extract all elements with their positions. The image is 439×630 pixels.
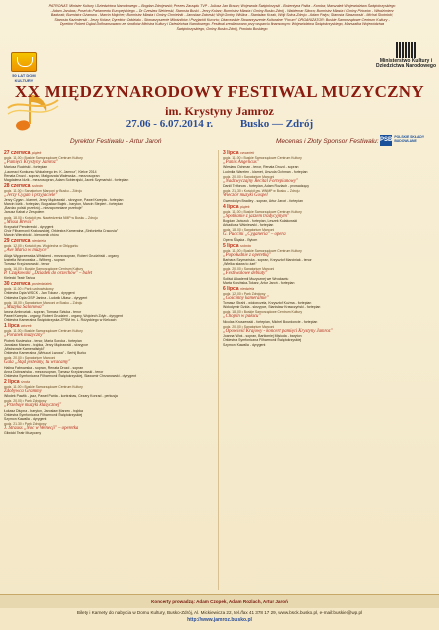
ministry-text: Ministerstwo Kultury i Dziedzictwa Narodowego [376,58,437,69]
event-title: „Muzyka Salonowa" [4,304,44,310]
event-title: „Opowieść Krajowy - koncert pamięci Krystyny Jamroz" [223,328,333,334]
program-entry [223,310,435,324]
event-time-venue: godz. 11.00 • Buskie Samorządowe Centrum Kultury [4,329,83,334]
event-title: „Ave Maria w muzyce" [4,248,49,254]
event-title: Wieczór muzyki Gospel [223,193,268,199]
performer-line: Chór Filharmonii Krakowskiej, Orkiestra Kameralna „Sinfonietta Cracovia" [4,229,119,234]
event-title: „Nadzwyczajny Recital Fortepianowy" [223,178,299,184]
performer-line: Szymon Kawalla - dyrygent [4,416,47,421]
performer-line: Orkiestra Kameralna Świętokrzyska ZPSM im. L. Różyckiego w Kielcach [4,318,117,323]
performer-line: Janusz Kabat z Zespołem [4,210,45,215]
program-entry [4,399,216,421]
event-time-venue: godz. 11.00 • Sanatorium Marconi w Busku – Zdroju [4,188,83,193]
program-entry [4,281,216,299]
performer-line: Orkiestra Symfoniczna Filharmonii Świętokrzyskiej, Sławomir Chrzanowski - dyrygent [4,373,137,378]
event-title: „Chopin w pałacu" [223,314,261,320]
event-title: „Spotkanie z jazzem tradycyjnym" [223,213,289,219]
event-day: niedziela [31,239,46,244]
event-time-venue: godz. 11.00 • Buskie Samorządowe Centrum Kultury [4,384,83,389]
performer-line: „Wielka sława to żart" [223,262,257,267]
program-entry [4,323,216,355]
event-title: Zdobywca Grammy [4,388,42,394]
event-title: „Poranek muzyczny" [4,333,45,339]
performer-line: Halina Fabrowska - sopran, Renata Drozd - sopran [4,365,84,370]
festival-subtitle: im. Krystyny Jamroz [165,104,274,118]
event-date: 3 lipca czwartek [223,150,255,156]
event-day: poniedziałek [31,282,52,287]
psb-logo [380,134,434,146]
conductors-bar: Koncerty prowadzą: Adam Czopek, Adam Rozlach, Artur Jaroń [0,594,439,608]
footer [0,609,439,630]
program-entry [4,267,216,281]
program-entry [4,183,216,215]
event-date: 2 lipca środa [4,378,30,385]
performer-line: Szymon Kawalla - dyrygent [223,342,266,347]
program-entry [4,301,216,323]
performer-line: Iwona Ambroziak - sopran, Tomasz Sztuka - tenor [4,310,82,315]
event-time-venue: godz. 11.00 • Buskie Samorządowe Centrum Kultury [4,156,83,160]
performer-line: Tomasz Strahl - wiolonczela, Krzysztof Kuźma - fortepian [223,301,312,306]
performer-line: Jerzy Cygan - klarnet, Jerzy Mądrawski - skrzypce, Paweł Karepta - fortepian [4,198,124,203]
performer-line: Orkiestra Dęta WSCK - Jan Tokarz - dyrygent [4,291,75,296]
event-title: „Popołudnie z operetką" [223,252,271,258]
program-entry [223,243,435,267]
event-time-venue: godz. 12.00 • Kościół pw. Wojciecha w Oblęgorku [4,244,79,249]
performer-line: Bogdan Jańczuk - fortepian, Leszek Kułakowski [223,219,298,223]
performer-line: Opera Śląska - Bytom [223,237,258,242]
dates-row [0,118,439,130]
event-time-venue: godz. 18.00 • Buskie Samorządowe Centrum Kultury [223,310,303,315]
performer-line: „Mistrzowie Kameralistyki" [4,346,45,351]
festival-title: XX MIĘDZYNARODOWY FESTIWAL MUZYCZNY [15,82,424,101]
program-entry [223,189,435,203]
performer-line: Marta Kosińska-Tokarz, Artur Jaroń - fortepian [223,280,295,285]
program-entry [223,150,435,174]
event-date: 4 lipca piątek [223,203,250,210]
event-time-venue: godz. 11.00 • Buskie Samorządowe Centrum Kultury [223,209,302,214]
tickets-info: Bilety i Karnety do nabycia w Domu Kultury, Busko-Zdrój, Al. Mickiewicza 22, tel./fax 41 378 17 29, www.bsck.busko.pl, e-mail:buskie@wp.pl [76,610,363,615]
performer-line: Wołodymir Dzida - skrzypce, Stanisław Krawczyński - fortepian [223,305,321,310]
psb-logo-mark: PSB [380,135,392,146]
performer-line: Paweł Karepta - organy, Robert Grudzień - organy, Wojciech Zdyb - dyrygent [4,314,123,319]
performer-line: Anna Dobrzańska - mezzosopran, Tomasz Krzyżanowski - tenor [4,369,104,374]
ministry-stripes-icon [381,42,431,58]
event-date: 6 lipca niedziela [223,285,255,292]
event-time-venue: godz. 20.00 • Sanatorium Marconi [223,324,275,329]
event-time-venue: godz. 16.00 • Buskie Samorządowe Centrum Kultury [4,266,84,271]
event-day: sobota [31,183,43,188]
event-day: czwartek [239,151,255,155]
performer-line: Izabella Wronowska – Wilberg - sopran [4,257,65,262]
website-link[interactable]: http://www.jamroz.busko.pl [187,617,252,623]
performer-line: „Laureaci Konkursu Wokalnego im. K. Jamroz", Kielce 2014 [4,169,97,174]
event-title: Gala „Stąd jesteśmy, tu wracamy" [4,360,71,366]
event-title: „Jerzy Cygan i przyjaciele" [4,192,58,198]
event-time-venue: godz. 18.00 • Sanatorium Marconi w Busku – Zdroju [4,300,83,305]
performer-line: Arkadiusz Wiśniewski - fortepian [223,223,274,228]
performer-line: Alicja Węgorzewska-Whiskerd - mezzosopran, Robert Grudziński - organy [4,253,119,258]
program-entry [223,286,435,310]
program-entry [223,175,435,189]
event-time-venue: godz. 11.00 • Buskie Samorządowe Centrum Kultury [223,156,302,160]
event-time-venue: godz. 21.30 • Park Zdrojowy [4,421,47,426]
event-time-venue: godz. 20.00 • Sanatorium Marconi [223,267,275,272]
psb-logo-text: POLSKIE SKŁADY BUDOWLANE [394,135,425,143]
performer-line: Nicolas Kruszewski - fortepian, Michel Bourdoncle - fortepian [223,319,318,324]
event-time-venue: godz. 11.00 • Park uzdrowiskowy [4,287,54,292]
event-title: „Przeboje muzyki klasycznej" [4,403,62,409]
event-day: wtorek [20,324,32,329]
performer-line: Jarosław Marzec - trąbka, Jerzy Mądrawski - skrzypce [4,342,89,347]
program-entry [4,238,216,266]
event-date: 27 czerwca piątek [4,150,42,156]
performer-line: Tomasz Krzyżanowski - tenor [4,261,50,266]
performer-line: Orkiestra Dęta OSP Janina - Ludwik Uliasz - dyrygent [4,295,88,300]
event-title: „Pamięci Krystyny Jamroz" [4,160,58,165]
performer-line: „Bardzo polski przekrój – niezapomniane przeboje" [4,206,83,211]
performer-line: Orkiestra Kameralna „Wirtuozi Lwowa" - Serhij Burko [4,351,87,355]
performer-line: Marcin Wierzbicki - kierownik chóru [4,233,59,238]
performer-line: Orkiestra Symfoniczna Filharmonii Świętokrzyskiej [4,412,83,417]
performer-line: Łukasz Dłupna - baryton, Jarosław Marzec - trąbka [4,408,83,413]
event-title: P. Czajkowski „Dziadek do orzechów" – balet [4,270,93,276]
logo-left-text: 50 LAT DOM KULTURY [12,73,36,83]
event-day: piątek [31,151,42,155]
festival-director: Dyrektor Festiwalu - Artur Jaroń [70,138,162,145]
performer-line: Piotrek Kusiewicz - tenor, Maria Soroka - fortepian [4,338,82,343]
logo-icon [11,52,37,72]
program-entry [223,325,435,347]
event-date: 30 czerwca poniedziałek [4,281,52,288]
performer-line: Gliwicki Teatr Muzyczny [4,431,42,436]
event-date: 29 czerwca niedziela [4,238,46,245]
ministry-logo [376,42,436,69]
performer-line: Renata Drozd - sopran, Małgorzata Walewska - mezzosopran [4,173,100,178]
program-entry [4,356,216,378]
performer-line: Wiesław Ochman - tenor, Renata Drozd - sopran [223,165,299,170]
event-date: 28 czerwca sobota [4,182,43,189]
program-entry [4,379,216,399]
program-entry [4,422,216,436]
performer-line: Orkiestra Symfoniczna Filharmonii Świętokrzyskiej [223,338,302,343]
sponsor-label: Mecenas i Złoty Sponsor Festiwalu: [276,138,379,145]
event-title: J. Strauss „Noc w Wenecji" – operetka [4,425,79,431]
event-time-venue: godz. 21.30 • Kościół pw. WNMP w Busku – Zdroju [223,189,300,194]
performer-line: Marcin Idzik - fortepian, Bogusław Bajek - baryton, Marcin Stepień - fortepian [4,202,124,207]
program-left-column [4,150,216,436]
event-time-venue: godz. 20.00 • Sanatorium Marconi [4,356,56,361]
festival-dates: 27.06 - 6.07.2014 r. [125,118,214,130]
event-time-venue: godz. 11.00 • Buskie Samorządowe Centrum Kultury [223,248,302,253]
event-day: środa [20,379,30,384]
column-divider [218,150,219,590]
event-title: „Panis Angelicus" [223,160,259,165]
patrons-text: PATRONAT: Minister Kultury i Dziedzictwa Narodowego – Bogdan Zdrojewski; Prezes Zarządu TVP - Juliusz Jan Braun; Wojewoda Świętokrzyski - Bożentyna Pałka - Koroba; Marszałek Województwa Świętokrzyskiego - Adam Jarubas; Poseł do Parlamentu Europejskiego – Dr Czesław Siekierski, Starosta Buski - Jerzy Kolarz; Burmistrz Miasta i Gminy Busko-Zdrój - Waldemar Sikora; Burmistrz Miasta i Gminy Pińczów - Włodzimierz Badurak; Burmistrz Ożarowa - Marcin Majcher; Burmistrz Miasta i Gminy Chmielnik - Jarosław Zatorski; Wójt Gminy Wiślica - Stanisław Krzak, Wójt Solca-Zdroju - Adam Pałys; Starosta Staszowski - Michał Skotnicki; Starosta Kazimierski - Jerzy Kolarz; Dyrektor Oddziału - Stowarzyszenie Miłośników i Przyjaciół Kurortu; Ożarowskie Stowarzyszenie Kulturalne "Forum" ORGANIZATOR: Buskie Samorządowe Centrum Kultury - Dyrektor Robert Dąbal Dofinansowano ze środków Ministra Kultury i Dziedzictwa Narodowego. Festiwal zrealizowano przy wsparciu finansowym: Województwa Świętokrzyskiego, Marszałka Województwa Świętokrzyskiego, Gminy Busko-Zdrój, Powiatu Buskiego [48,4,396,31]
performer-line: Ludmiła Warelen - klarnet, Urszula Ochman - fortepian [223,169,308,174]
event-time-venue: godz. 18.00 • Sanatorium Marconi [223,228,275,233]
performer-line: Daniil Trifonow - fortepian, Adam Rozlach - prowadzący [223,184,309,188]
event-day: piątek [239,204,250,209]
performer-line: Soliści Akademii Muzycznej we Wrocławiu [223,276,289,281]
program-entry [4,150,216,182]
event-title: „Missa Brevis" [4,219,34,225]
performer-line: Kielecki Teatr Tańca [4,276,35,281]
program-right-column [223,150,435,348]
event-time-venue: godz. 18.00 • Kościół pw. Nawiedzenia NMP w Busku – Zdroju [4,215,98,220]
event-title: „Festiwalowe debiuty" [223,271,268,277]
performer-line: Gwendolyn Bradley - sopran, Artur Jaroń - fortepian [223,198,303,203]
event-title: G. Puccini „Cyganeria" – opera [223,232,286,238]
program-entry [4,216,216,238]
performer-line: Magdalena Idzik - mezzosopran, Adam Sobierajski, Jacek Szymański - fortepian [4,177,129,182]
performer-line: Joanna Woś - sopran, Bartłomiej Misiuda - baryton [223,334,302,339]
festival-place: Busko — Zdrój [239,118,314,130]
program-entry [223,204,435,228]
dom-kultury-logo [4,52,44,82]
performer-line: Mariusz Ruciński - fortepian [4,165,48,170]
performer-line: Krzysztof Penderecki - dyrygent [4,224,54,229]
event-day: niedziela [239,286,255,291]
performer-line: Barbara Szymańska - sopran, Krzysztof Marciniak - tenor [223,258,312,263]
event-time-venue: godz. 20.00 • Park Zdrojowy [4,399,47,404]
event-time-venue: godz. 12.00 • Park Zdrojowy [223,291,266,296]
program-entry [223,228,435,242]
program-entry [223,267,435,285]
performer-line: Włodek Pawlik - jazz, Paweł Pańta - kontrabas, Cezary Konrad - perkusja [4,394,118,399]
event-day: sobota [239,243,251,248]
event-title: „Gościnny kameralnie" [223,295,269,301]
event-date: 1 lipca wtorek [4,323,32,330]
event-date: 5 lipca sobota [223,242,251,249]
event-time-venue: godz. 20.00 • Sanatorium Marconi [223,174,275,179]
